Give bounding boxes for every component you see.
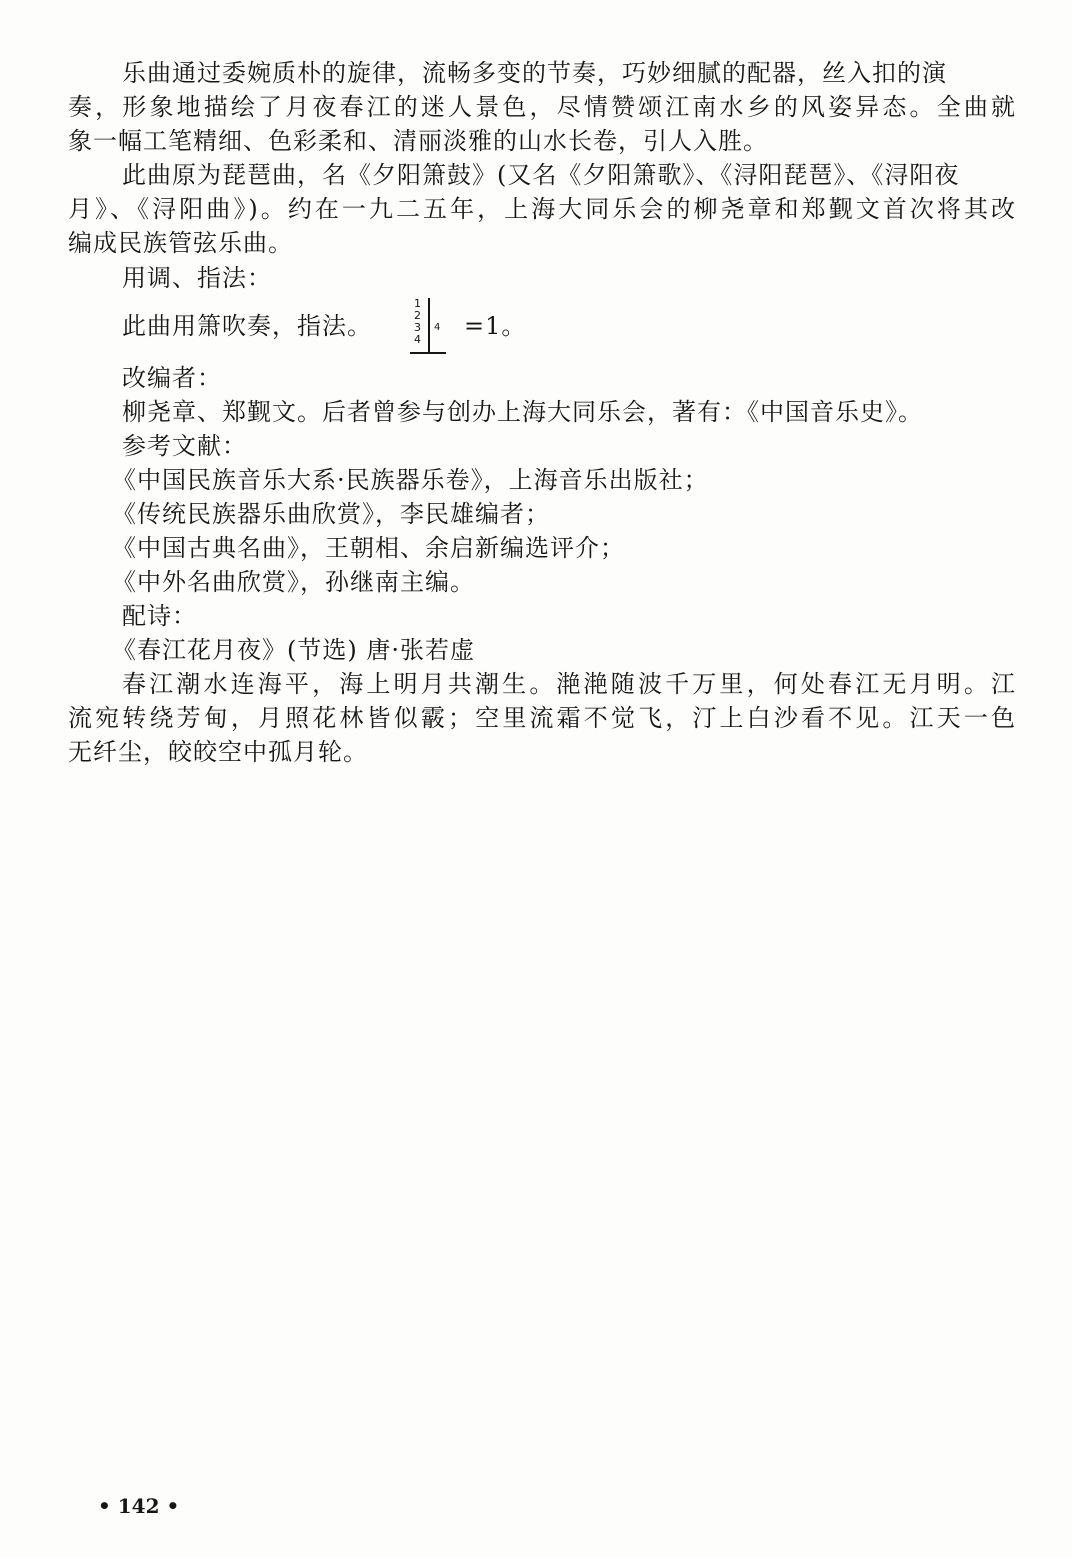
paragraph-1-line-3: 象一幅工笔精细、色彩柔和、清丽淡雅的山水长卷，引人入胜。 bbox=[68, 127, 768, 155]
reference-item: 《中国民族音乐大系·民族器乐卷》，上海音乐出版社； bbox=[112, 466, 709, 494]
paragraph-2-line-2: 月》、《浔阳曲》)。约在一九二五年，上海大同乐会的柳尧章和郑觐文首次将其改 bbox=[68, 195, 1016, 223]
references-heading: 参考文献： bbox=[122, 432, 247, 460]
paragraph-2-line-1: 此曲原为琵琶曲，名《夕阳箫鼓》(又名《夕阳箫歌》、《浔阳琵琶》、《浔阳夜 bbox=[122, 161, 960, 189]
arranger-heading: 改编者： bbox=[122, 364, 222, 392]
fingering-side-mark: 4 bbox=[434, 322, 441, 333]
fingering-hole-numbers: 1 2 3 4 bbox=[414, 297, 421, 346]
paragraph-1-line-1: 乐曲通过委婉质朴的旋律，流畅多变的节奏，巧妙细腻的配器，丝入扣的演 bbox=[122, 59, 947, 87]
tuning-heading: 用调、指法： bbox=[122, 264, 272, 292]
reference-item: 《中国古典名曲》，王朝相、余启新编选评介； bbox=[112, 534, 625, 562]
poem-title: 《春江花月夜》(节选) 唐·张若虚 bbox=[112, 636, 475, 664]
arranger-text: 柳尧章、郑觐文。后者曾参与创办上海大同乐会，著有：《中国音乐史》。 bbox=[122, 398, 923, 426]
page-number: • 142 • bbox=[98, 1494, 180, 1518]
poem-line-3: 无纤尘，皎皎空中孤月轮。 bbox=[68, 738, 368, 766]
paragraph-1-line-2: 奏，形象地描绘了月夜春江的迷人景色，尽情赞颂江南水乡的风姿异态。全曲就 bbox=[68, 93, 1016, 121]
reference-item: 《中外名曲欣赏》，孙继南主编。 bbox=[112, 568, 475, 596]
poem-line-2: 流宛转绕芳甸，月照花林皆似霰；空里流霜不觉飞，汀上白沙看不见。江天一色 bbox=[68, 704, 1016, 732]
fingering-diagram bbox=[410, 296, 450, 356]
reference-item: 《传统民族器乐曲欣赏》，李民雄编者； bbox=[112, 500, 550, 528]
fingering-base-bar bbox=[410, 352, 446, 354]
poem-heading: 配诗： bbox=[122, 602, 197, 630]
poem-line-1: 春江潮水连海平，海上明月共潮生。滟滟随波千万里，何处春江无月明。江 bbox=[122, 670, 1016, 698]
fingering-equals: =1。 bbox=[464, 312, 527, 340]
fingering-vertical-bar bbox=[428, 298, 430, 352]
tuning-text: 此曲用箫吹奏，指法。 bbox=[122, 312, 372, 340]
paragraph-2-line-3: 编成民族管弦乐曲。 bbox=[68, 229, 293, 257]
